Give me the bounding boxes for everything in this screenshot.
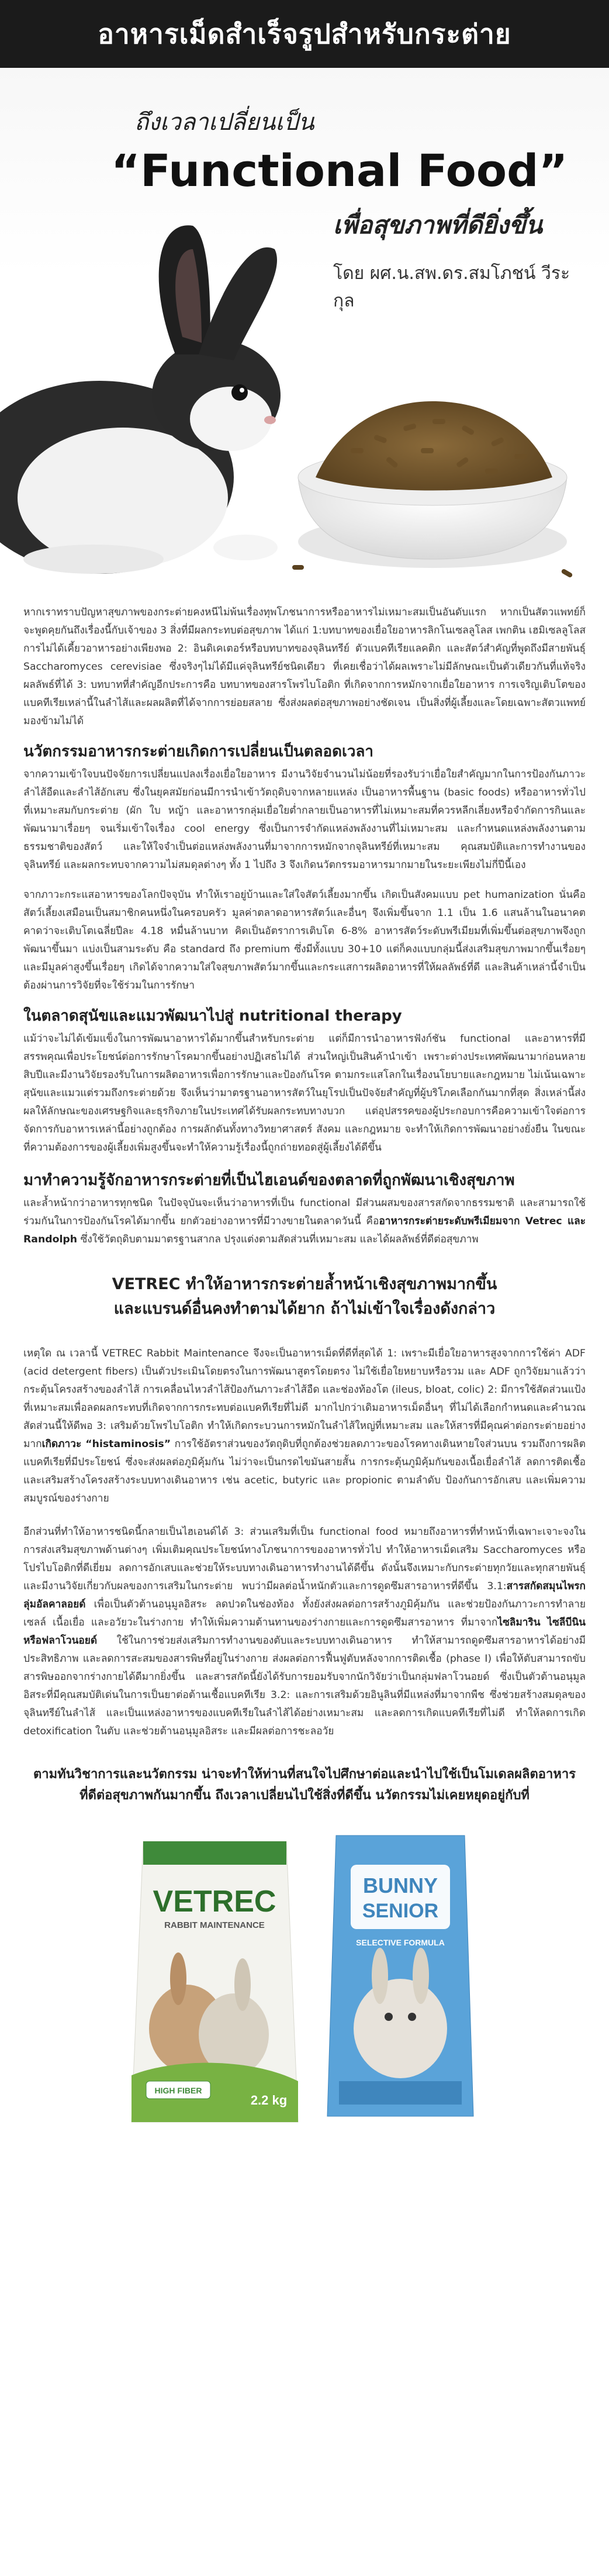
section-2-paragraph-1: แม้ว่าจะไม่ได้เข้มแข็งในการพัฒนาอาหารได้มากขึ้นสำหรับกระต่าย แต่ก็มีการนำอาหารฟังก์ชัน functional และอาหารที่มีสรรพคุณเพื่อประโยชน์ต่อการรักษาโรคมากขึ้นอย่างปฏิเสธไม่ได้ ส่วนใหญ่เป็นสินค้านำเข้า เพราะต่างประเทศพัฒนามาก่อนหลายสิบปีและมีงานวิจัยรองรับในการผลิตอาหารเพื่อการรักษาและป้องกันโรค ตามกระแสโลกในเรื่องนโยบายและกฎหมาย ไม่เน้นเฉพาะสุนัขและแมวแต่รวมถึงกระต่ายด้วย จึงเห็นว่ามาตรฐานอาหารสัตว์ในยุโรปเป็นปัจจัยสำคัญที่ผู้บริโภคเลือกกันมากที่สุด สิ่งเหล่านี้ส่งผลให้ลักษณะของเศรษฐกิจและธุรกิจภายในประเทศได้รับผลกระทบทางบวก แต่อุปสรรคของผู้ประกอบการคือความเข้าใจต่อการจัดการกับอาหารเหล่านี้อย่างถูกต้อง การผลักดันทั้งทางวิทยาศาสตร์ สังคม และกฎหมาย จะทำให้เกิดการพัฒนาอย่างยั่งยืน ในขณะที่ความต้องการของผู้เลี้ยงเพิ่มสูงขึ้นจะทำให้ความรู้เรื่องนี้ถูกถ่ายทอดสู่ผู้เลี้ยงได้ดีขึ้น xyxy=(23,1033,586,1153)
hero-section xyxy=(0,68,609,583)
section-1-paragraph-2: จากภาวะกระแสอาหารของโลกปัจจุบัน ทำให้เราอยู่บ้านและใส่ใจสัตว์เลี้ยงมากขึ้น เกิดเป็นสังคมแบบ pet humanization นั่นคือสัตว์เลี้ยงเสมือนเป็นสมาชิกคนหนึ่งในครอบครัว มูลค่าตลาดอาหารสัตว์และอื่นๆ จึงเพิ่มขึ้นจาก 1.1 เป็น 1.6 แสนล้านในอนาคต คาดว่าจะเติบโตเฉลี่ยปีละ 4.18 หมื่นล้านบาท คิดเป็นอัตราการเติบโต 6-8% อาหารสัตว์ระดับพรีเมียมที่เพิ่มขึ้นต่อสุขภาพจึงถูกพัฒนาขึ้นมา แบ่งเป็นสามระดับ คือ standard ถึง premium ซึ่งมีทั้งแบบ 30+10 แต่ก็คงแบบกลุ่มนี้ส่งเสริมสุขภาพมากขึ้นเรื่อยๆ และมีมูลค่าสูงขึ้นเรื่อยๆ เกิดได้จากความใส่ใจสุขภาพสัตว์มากขึ้นและกระแสการผลิตอาหารที่ให้ผลลัพธ์ที่ดี และสินค้าเหล่านี้จำเป็นต้องผ่านการวิจัยที่จะใช้ร่วมในการรักษา xyxy=(23,889,586,991)
section-2-sub-heading: มาทำความรู้จักอาหารกระต่ายที่เป็นไฮเอนด์ของตลาดที่ถูกพัฒนาเชิงสุขภาพ xyxy=(23,1172,515,1189)
section-3-paragraph-1 xyxy=(23,1345,586,1508)
pellet-bowl xyxy=(292,401,573,578)
section-2-paragraph-2 xyxy=(23,1194,586,1249)
top-banner xyxy=(0,0,609,68)
vetrec-package xyxy=(132,1841,298,2122)
section-2-heading: ในตลาดสุนัขและแมวพัฒนาไปสู่ nutritional therapy xyxy=(23,1007,402,1025)
hero-line-2: “Functional Food” xyxy=(111,144,568,197)
section-vetrec-detail xyxy=(23,1345,586,1741)
bunny-senior-package xyxy=(327,1835,473,2116)
section-3-p2-bold-2: ไซลิมาริน ไซลีบีนิน หรือฟลาโวนอยด์ xyxy=(23,1617,586,1647)
article-body xyxy=(0,604,609,2145)
closing-line-1: ตามทันวิชาการและนวัตกรรม น่าจะทำให้ท่านที่สนใจไปศึกษาต่อและนำไปใช้เป็นโมเดลผลิตอาหาร xyxy=(33,1767,576,1782)
vetrec-weight: 2.2 kg xyxy=(250,2093,288,2107)
banner-title: อาหารเม็ดสำเร็จรูปสำหรับกระต่าย xyxy=(98,18,511,50)
section-nutritional-therapy xyxy=(23,1005,586,1249)
section-1-paragraph-1: จากความเข้าใจบนปัจจัยการเปลี่ยนแปลงเรื่องเยื่อใยอาหาร มีงานวิจัยจำนวนไม่น้อยที่รองรับว่าเยื่อใยสำคัญมากในการป้องกันภาวะลำไส้อืดและลำไส้อักเสบ ซึ่งในยุคสมัยก่อนมีการนำเข้าวัตถุดิบจากหลายแหล่ง เป็นอาหารพื้นฐาน (basic foods) หรืออาหารทั่วไปที่เหมาะสมกับกระต่าย (ผัก ใบ หญ้า และอาหารกลุ่มเยื่อใยต่ำกลายเป็นอาหารที่ไม่เหมาะสมที่ควรหลีกเลี่ยงหรือจำกัดการกินและพัฒนามาเรื่อยๆ จนเริ่มเข้าใจเรื่อง cool energy ซึ่งเป็นการจำกัดแหล่งพลังงานที่ไม่เหมาะสม และกำหนดแหล่งพลังงานตามธรรมชาติของสัตว์ และให้ใจจำเป็นต่อแหล่งพลังงานที่มาจากการหมักจากจุลินทรีย์ที่เหมาะสม คุณสมบัติและการทำงานของจุลินทรีย์ และผลกระทบจากความไม่สมดุลต่างๆ ทั้ง 1 ไปถึง 3 จึงเกิดนวัตกรรมอาหารมากมายในระยะเพียงไม่กี่ปีนี้เอง xyxy=(23,769,586,871)
section-3-p2-post: ใช้ในการช่วยส่งเสริมการทำงานของตับและระบบทางเดินอาหาร ทำให้สามารถดูดซึมสารอาหารได้อย่างมีประสิทธิภาพ และลดการสะสมของสารพิษที่อยู่ในร่างกาย ส่งผลต่อการฟื้นฟูตับหลังจากการติดเชื้อ (phase I) เพื่อให้ตับสามารถขับสารพิษออกจากร่างกายได้ดีมากยิ่งขึ้น และสารสกัดนี้ยังได้รับการยอมรับจากนักวิจัยว่าเป็นกลุ่มฟลาโวนอยด์ ซึ่งเป็นตัวต้านอนุมูลอิสระที่มีคุณสมบัติเด่นในการเป็นยาต่อต้านเชื้อแบคทีเรีย 3.2: และการเสริมด้วยอินูลินที่มีแหล่งที่มาจากพืช ซึ่งช่วยสร้างสมดุลของจุลินทรีย์ในลำไส้ และเป็นแหล่งอาหารของแบคทีเรียในลำไส้ได้อย่างเหมาะสม และลดการเกิดแบคทีเรียที่ไม่ดี ทำให้ลดการเกิด detoxification ในตับ และช่วยต้านอนุมูลอิสระ และมีผลต่อการชะลอวัย xyxy=(23,1635,586,1737)
section-3-p2-mid: เพื่อเป็นตัวต้านอนุมูลอิสระ ลดปวดในช่องท้อง ทั้งยังส่งผลต่อการสร้างภูมิคุ้มกัน และช่วยป้องกันภาวะการทำลายเซลล์ เนื้อเยื่อ และอวัยวะในร่างกาย ทำให้เพิ่มความต้านทานของร่างกายและการดูดซึมสารอาหาร ที่มาจาก xyxy=(23,1599,586,1628)
bunny-brand-bottom: SENIOR xyxy=(362,1900,439,1922)
product-packages xyxy=(23,1830,586,2145)
section-3-p2-pre: อีกส่วนที่ทำให้อาหารชนิดนี้กลายเป็นไฮเอนด์ได้ 3: ส่วนเสริมที่เป็น functional food หมายถึงอาหารที่ทำหน้าที่เฉพาะเจาะจงในการส่งเสริมสุขภาพด้านต่างๆ เพิ่มเติมคุณประโยชน์ทางโภชนาการของอาหารทั่วไป ทำให้อาหารเม็ดเสริม Saccharomyces หรือโปรไบโอติกที่ดีเยี่ยม ลดการอักเสบและช่วยให้ระบบทางเดินอาหารทำงานได้ดีขึ้น ดังนั้นจึงเหมาะกับกระต่ายทุกวัยและทุกสายพันธุ์ และมีงานวิจัยเกี่ยวกับผลของการเสริมในกระต่าย พบว่ามีผลต่อน้ำหนักตัวและการดูดซึมสารอาหารที่ดีขึ้น 3.1: xyxy=(23,1526,586,1592)
hero-title-block xyxy=(111,103,590,315)
vetrec-line: RABBIT MAINTENANCE xyxy=(164,1920,265,1930)
section-3-paragraph-2 xyxy=(23,1523,586,1741)
section-1-heading: นวัตกรรมอาหารกระต่ายเกิดการเปลี่ยนเป็นตลอดเวลา xyxy=(23,743,374,760)
hero-author: โดย ผศ.น.สพ.ดร.สมโภชน์ วีระกุล xyxy=(333,263,570,311)
section-2-p2-post: ซึ่งใช้วัตถุดิบตามมาตรฐานสากล ปรุงแต่งตามสัดส่วนที่เหมาะสม และได้ผลลัพธ์ที่ดีต่อสุขภาพ xyxy=(77,1234,479,1245)
bunny-brand-top: BUNNY xyxy=(362,1874,438,1897)
product-images xyxy=(23,1830,586,2145)
section-3-p2-bold-1: สารสกัดสมุนไพรกลุ่มอัลคาลอยด์ xyxy=(23,1580,586,1610)
closing-line-2: ที่ดีต่อสุขภาพกันมากขึ้น ถึงเวลาเปลี่ยนไปใช้สิ่งที่ดีขึ้น นวัตกรรมไม่เคยหยุดอยู่กับที่ xyxy=(79,1788,530,1803)
section-2-p2-bold: อาหารกระต่ายระดับพรีเมียมจาก Vetrec และ Randolph xyxy=(23,1215,586,1245)
vetrec-callout xyxy=(23,1272,586,1321)
bunny-line: SELECTIVE FORMULA xyxy=(356,1938,445,1947)
section-3-p1-bold: เกิดภาวะ “histaminosis” xyxy=(41,1438,171,1450)
vetrec-badge: HIGH FIBER xyxy=(154,2086,202,2095)
section-innovation xyxy=(23,741,586,995)
callout-line-2: และแบรนด์อื่นคงทำตามได้ยาก ถ้าไม่เข้าใจเรื่องดังกล่าว xyxy=(113,1300,496,1318)
section-2-p2-pre: และล้ำหน้ากว่าอาหารทุกชนิด ในปัจจุบันจะเห็นว่าอาหารที่เป็น functional มีส่วนผสมของสารสกัดจากธรรมชาติ และสามารถใช้ร่วมกันในการป้องกันโรคได้มากขึ้น ยกตัวอย่างอาหารที่มีวางขายในตลาดวันนี้ คือ xyxy=(23,1197,586,1227)
section-3-p1-post: การใช้อัตราส่วนของวัตถุดิบที่ถูกต้องช่วยลดภาวะของโรคทางเดินหายใจส่วนบน รวมถึงการผลิตแบคทีเรียที่มีประโยชน์ ซึ่งจะส่งผลต่อภูมิคุ้มกัน ไม่ว่าจะเป็นกรดไขมันสายสั้น การกระตุ้นภูมิคุ้มกันของเนื้อเยื่อลำไส้ ลดการติดเชื้อ และเสริมสร้างโครงสร้างระบบทางเดินอาหาร เช่น acetic, butyric และ propionic ตามลำดับ ป้องกันการอักเสบ และเพิ่มความสมบูรณ์ของร่างกาย xyxy=(23,1438,586,1504)
intro-paragraph: หากเราทราบปัญหาสุขภาพของกระต่ายคงหนีไม่พ้นเรื่องทุพโภชนาการหรืออาหารไม่เหมาะสมเป็นอันดับแรก หากเป็นสัตวแพทย์ก็จะพูดคุยกันถึงเรื่องนี้กับเจ้าของ 3 สิ่งที่มีผลกระทบต่อสุขภาพ ได้แก่ 1:บทบาทของเยื่อใยอาหารลิกโนเซลลูโลส เพกติน เฮมิเซลลูโลส การไม่ได้เคี้ยวอาหารอย่างเพียงพอ 2: อินดิเคเตอร์หรือบทบาทของจุลินทรีย์ ตัวแบคทีเรียแลคติก และสัตว์สำคัญที่พูดถึงมีสายพันธุ์ Saccharomyces cerevisiae ซึ่งจริงๆไม่ได้มีแค่จุลินทรีย์ชนิดเดียว ที่เคยเชื่อว่าได้ผลเพราะไม่มีลักษณะเป็นตัวเดียวกันที่แท้จริง ผลลัพธ์ที่ได้ 3: บทบาทที่สำคัญอีกประการคือ บทบาทของสารโพรไบโอติก ที่เกิดจากการหมักจากเยื่อใยอาหาร การเจริญเติบโตของแบคทีเรียเหล่านี้ในลำไส้และผลผลิตที่ได้จากการย่อยสลาย ซึ่งส่งผลต่อสุขภาพอย่างชัดเจน เป็นสิ่งที่ผู้เลี้ยงและโดยเฉพาะสัตวแพทย์มองข้ามไม่ได้ xyxy=(23,607,586,727)
closing-statement xyxy=(23,1764,586,1806)
section-3-p1-pre: เหตุใด ณ เวลานี้ VETREC Rabbit Maintenance จึงจะเป็นอาหารเม็ดที่ดีที่สุดได้ 1: เพราะมีเยื่อใยอาหารสูงจากการใช้ค่า ADF (acid detergent fibers) เป็นตัวประเมินโดยตรงในการพัฒนาสูตรโดยตรง ไม่ใช้เยื่อใยหยาบหรือรวม และ ADF ถูกวิจัยมาแล้วว่ากระตุ้นโครงสร้างของลำไส้ การเคลื่อนไหวลำไส้ป้องกันภาวะลำไส้อืด และช่องท้องโต (ileus, bloat, colic) 2: มีการใช้สัดส่วนแป้งที่เหมาะสมเพื่อลดผลกระทบที่เกิดจากการกระทบต่อแบคทีเรียที่ไม่ดี มากไปกว่าเดิมอาหารเม็ดอื่นๆ ที่ไม่ได้เลือกกำหนดและคำนวณสัดส่วนนี้ให้ดีพอ 3: เสริมด้วยโพรไบโอติก ทำให้เกิดกระบวนการหมักในลำไส้ใหญ่ที่เหมาะสม และให้สารที่มีคุณค่าต่อกระต่ายอย่างมาก xyxy=(23,1348,586,1450)
vetrec-brand: VETREC xyxy=(153,1885,276,1919)
callout-line-1: VETREC ทำให้อาหารกระต่ายล้ำหน้าเชิงสุขภาพมากขึ้น xyxy=(112,1275,497,1293)
hero-line-1: ถึงเวลาเปลี่ยนเป็น xyxy=(134,109,314,136)
hero-line-3: เพื่อสุขภาพที่ดียิ่งขึ้น xyxy=(333,211,543,239)
